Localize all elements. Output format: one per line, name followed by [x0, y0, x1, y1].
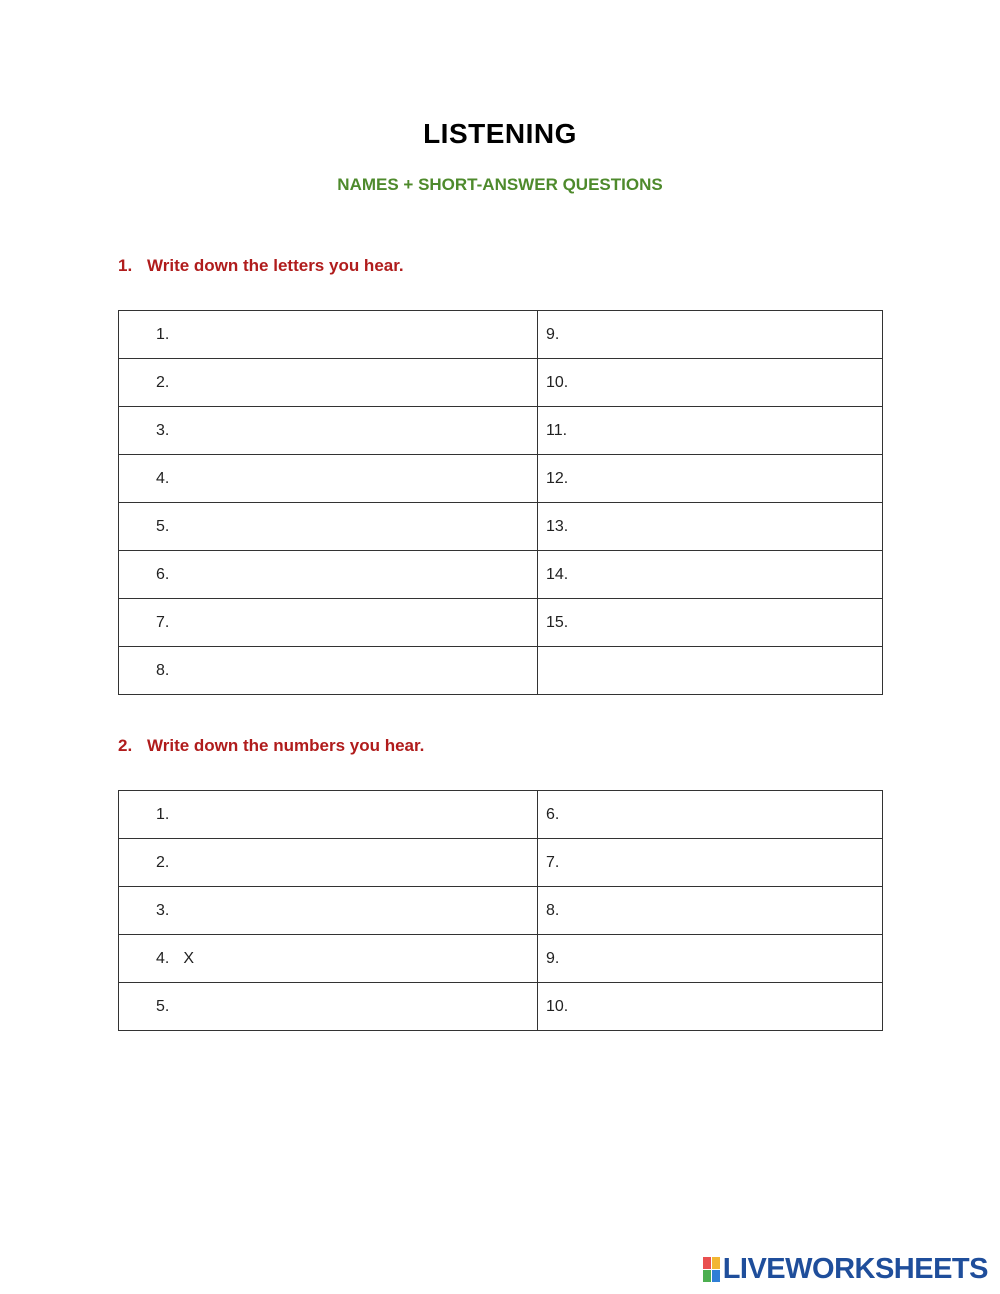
- logo-square-l: [703, 1257, 711, 1269]
- logo-icon: [703, 1257, 720, 1282]
- answer-cell[interactable]: 6.: [538, 791, 883, 839]
- question-2-instruction: Write down the numbers you hear.: [147, 736, 425, 755]
- table-row: [119, 935, 883, 983]
- answer-cell[interactable]: 5.: [119, 983, 538, 1031]
- logo-square-i: [712, 1257, 720, 1269]
- answer-cell[interactable]: 12.: [538, 455, 883, 503]
- answer-cell[interactable]: 15.: [538, 599, 883, 647]
- answer-cell[interactable]: 14.: [538, 551, 883, 599]
- page-subtitle: NAMES + SHORT-ANSWER QUESTIONS: [337, 175, 663, 194]
- table-row: [119, 551, 883, 599]
- question-1-heading: [118, 256, 404, 276]
- table-row: [119, 455, 883, 503]
- logo-text: LIVEWORKSHEETS: [722, 1253, 988, 1285]
- table-row: [119, 311, 883, 359]
- table-row: [119, 407, 883, 455]
- question-2-heading: [118, 736, 424, 756]
- table-row: [119, 791, 883, 839]
- answer-cell[interactable]: 7.: [538, 839, 883, 887]
- table-row: [119, 983, 883, 1031]
- logo-square-e: [712, 1270, 720, 1282]
- answer-cell[interactable]: [119, 935, 538, 983]
- answer-cell[interactable]: 10.: [538, 359, 883, 407]
- table-row: [119, 503, 883, 551]
- logo-square-v: [703, 1270, 711, 1282]
- question-1-instruction: Write down the letters you hear.: [147, 256, 404, 275]
- page-title: LISTENING: [423, 118, 577, 149]
- table-row: [119, 647, 883, 695]
- answer-cell: [538, 647, 883, 695]
- answer-cell[interactable]: 7.: [119, 599, 538, 647]
- answer-cell[interactable]: 13.: [538, 503, 883, 551]
- answer-cell[interactable]: 6.: [119, 551, 538, 599]
- answer-cell[interactable]: 8.: [538, 887, 883, 935]
- answer-cell[interactable]: 9.: [538, 311, 883, 359]
- table-row: [119, 359, 883, 407]
- answer-cell[interactable]: 3.: [119, 887, 538, 935]
- answer-value: X: [183, 949, 195, 967]
- table-row: [119, 599, 883, 647]
- liveworksheets-logo: [703, 1253, 988, 1285]
- answer-cell[interactable]: 11.: [538, 407, 883, 455]
- table-row: [119, 839, 883, 887]
- answer-cell[interactable]: 5.: [119, 503, 538, 551]
- answer-cell[interactable]: 1.: [119, 311, 538, 359]
- table-row: [119, 887, 883, 935]
- numbers-answer-table: [118, 790, 883, 1031]
- answer-cell[interactable]: 2.: [119, 359, 538, 407]
- answer-cell[interactable]: 1.: [119, 791, 538, 839]
- answer-cell[interactable]: 3.: [119, 407, 538, 455]
- answer-cell[interactable]: 4.: [119, 455, 538, 503]
- question-2-number: 2.: [118, 736, 133, 755]
- answer-cell[interactable]: 2.: [119, 839, 538, 887]
- answer-cell[interactable]: 8.: [119, 647, 538, 695]
- answer-cell[interactable]: 9.: [538, 935, 883, 983]
- letters-answer-table: [118, 310, 883, 695]
- answer-cell[interactable]: 10.: [538, 983, 883, 1031]
- question-1-number: 1.: [118, 256, 133, 275]
- answer-label: 4.: [156, 949, 170, 967]
